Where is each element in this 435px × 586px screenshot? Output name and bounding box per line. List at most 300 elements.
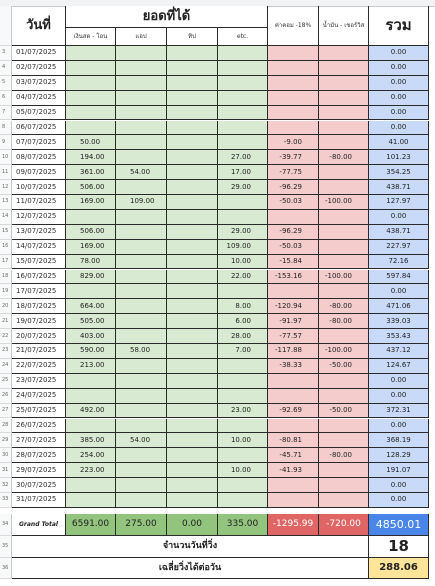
grand-total-cash[interactable]: 6591.00 (66, 514, 116, 536)
date-cell[interactable]: 01/07/2025 (12, 46, 66, 61)
total-cell[interactable]: 0.00 (369, 46, 429, 61)
app-cell[interactable] (116, 46, 167, 61)
tip-cell[interactable] (167, 419, 218, 434)
date-cell[interactable]: 24/07/2025 (12, 389, 66, 404)
app-cell[interactable]: 54.00 (116, 433, 167, 448)
cash-cell[interactable] (66, 284, 116, 299)
summary-days-label[interactable]: จำนวนวันที่วิ่ง (12, 536, 369, 558)
tip-cell[interactable] (167, 493, 218, 508)
cash-cell[interactable] (66, 76, 116, 91)
fuel-cell[interactable] (319, 433, 369, 448)
cash-cell[interactable] (66, 419, 116, 434)
etc-cell[interactable] (218, 76, 268, 91)
cash-cell[interactable] (66, 389, 116, 404)
tip-cell[interactable] (167, 195, 218, 210)
table-row (0, 165, 435, 180)
cash-cell[interactable]: 664.00 (66, 299, 116, 314)
total-cell[interactable]: 0.00 (369, 61, 429, 76)
etc-cell[interactable]: 10.00 (218, 255, 268, 270)
table-row (0, 150, 435, 165)
total-cell[interactable]: 128.29 (369, 448, 429, 463)
fuel-cell[interactable] (319, 165, 369, 180)
header-tip[interactable]: ทิป (167, 28, 218, 46)
commission-cell[interactable] (268, 284, 319, 299)
header-etc[interactable]: etc. (218, 28, 268, 46)
cash-cell[interactable]: 50.00 (66, 135, 116, 150)
etc-cell[interactable]: 109.00 (218, 240, 268, 255)
tip-cell[interactable] (167, 374, 218, 389)
commission-cell[interactable]: -96.29 (268, 180, 319, 195)
app-cell[interactable] (116, 329, 167, 344)
row-number: 14 (0, 210, 12, 225)
fuel-cell[interactable] (319, 225, 369, 240)
row-number: 33 (0, 493, 12, 508)
cash-cell[interactable]: 194.00 (66, 150, 116, 165)
total-cell[interactable]: 354.25 (369, 165, 429, 180)
date-cell[interactable]: 17/07/2025 (12, 284, 66, 299)
etc-cell[interactable] (218, 106, 268, 121)
total-cell[interactable]: 227.97 (369, 240, 429, 255)
commission-cell[interactable]: -50.03 (268, 240, 319, 255)
cash-cell[interactable]: 385.00 (66, 433, 116, 448)
fuel-cell[interactable] (319, 135, 369, 150)
summary-average-value[interactable]: 288.06 (369, 558, 429, 579)
commission-cell[interactable]: -80.81 (268, 433, 319, 448)
commission-cell[interactable]: -117.88 (268, 344, 319, 359)
grand-total-app[interactable]: 275.00 (116, 514, 167, 536)
total-cell[interactable]: 0.00 (369, 91, 429, 106)
etc-cell[interactable] (218, 195, 268, 210)
tip-cell[interactable] (167, 121, 218, 136)
fuel-cell[interactable] (319, 106, 369, 121)
fuel-cell[interactable] (319, 493, 369, 508)
etc-cell[interactable] (218, 61, 268, 76)
table-row (0, 478, 435, 493)
date-cell[interactable]: 21/07/2025 (12, 344, 66, 359)
etc-cell[interactable] (218, 419, 268, 434)
etc-cell[interactable] (218, 121, 268, 136)
date-cell[interactable]: 27/07/2025 (12, 433, 66, 448)
etc-cell[interactable] (218, 374, 268, 389)
app-cell[interactable] (116, 419, 167, 434)
total-cell[interactable]: 437.12 (369, 344, 429, 359)
app-cell[interactable] (116, 463, 167, 478)
app-cell[interactable] (116, 210, 167, 225)
row-number: 35 (0, 536, 12, 558)
cash-cell[interactable]: 169.00 (66, 195, 116, 210)
date-cell[interactable]: 18/07/2025 (12, 299, 66, 314)
total-cell[interactable]: 0.00 (369, 478, 429, 493)
tip-cell[interactable] (167, 150, 218, 165)
fuel-cell[interactable] (319, 61, 369, 76)
grand-total-commission[interactable]: -1295.99 (268, 514, 319, 536)
tip-cell[interactable] (167, 210, 218, 225)
date-cell[interactable]: 06/07/2025 (12, 121, 66, 136)
commission-cell[interactable]: -38.33 (268, 359, 319, 374)
total-cell[interactable]: 101.23 (369, 150, 429, 165)
total-cell[interactable]: 0.00 (369, 374, 429, 389)
date-cell[interactable]: 29/07/2025 (12, 463, 66, 478)
cash-cell[interactable] (66, 91, 116, 106)
row-number: 7 (0, 106, 12, 121)
fuel-cell[interactable] (319, 255, 369, 270)
date-cell[interactable]: 12/07/2025 (12, 210, 66, 225)
app-cell[interactable] (116, 76, 167, 91)
table-row (0, 210, 435, 225)
total-cell[interactable]: 127.97 (369, 195, 429, 210)
tip-cell[interactable] (167, 61, 218, 76)
commission-cell[interactable]: -92.69 (268, 404, 319, 419)
total-cell[interactable]: 0.00 (369, 389, 429, 404)
summary-row-average (0, 558, 435, 579)
date-cell[interactable]: 02/07/2025 (12, 61, 66, 76)
fuel-cell[interactable]: -80.00 (319, 448, 369, 463)
tip-cell[interactable] (167, 91, 218, 106)
app-cell[interactable] (116, 255, 167, 270)
header-fuel[interactable]: น้ำมัน - เชอร์วิส (319, 6, 369, 46)
date-cell[interactable]: 22/07/2025 (12, 359, 66, 374)
total-cell[interactable]: 471.06 (369, 299, 429, 314)
commission-cell[interactable]: -15.84 (268, 255, 319, 270)
header-app[interactable]: แอป (116, 28, 167, 46)
cash-cell[interactable] (66, 374, 116, 389)
app-cell[interactable] (116, 225, 167, 240)
commission-cell[interactable]: -96.29 (268, 225, 319, 240)
fuel-cell[interactable] (319, 284, 369, 299)
tip-cell[interactable] (167, 299, 218, 314)
tip-cell[interactable] (167, 389, 218, 404)
tip-cell[interactable] (167, 240, 218, 255)
cash-cell[interactable]: 492.00 (66, 404, 116, 419)
etc-cell[interactable] (218, 284, 268, 299)
table-row (0, 299, 435, 314)
app-cell[interactable] (116, 121, 167, 136)
fuel-cell[interactable]: -50.00 (319, 404, 369, 419)
row-number: 36 (0, 558, 12, 579)
etc-cell[interactable] (218, 359, 268, 374)
etc-cell[interactable] (218, 91, 268, 106)
tip-cell[interactable] (167, 135, 218, 150)
date-cell[interactable]: 19/07/2025 (12, 314, 66, 329)
commission-cell[interactable] (268, 210, 319, 225)
fuel-cell[interactable]: -100.00 (319, 195, 369, 210)
etc-cell[interactable]: 7.00 (218, 344, 268, 359)
etc-cell[interactable] (218, 493, 268, 508)
date-cell[interactable]: 16/07/2025 (12, 270, 66, 285)
cash-cell[interactable] (66, 210, 116, 225)
cash-cell[interactable]: 505.00 (66, 314, 116, 329)
commission-cell[interactable]: -153.16 (268, 270, 319, 285)
commission-cell[interactable] (268, 106, 319, 121)
cash-cell[interactable] (66, 493, 116, 508)
tip-cell[interactable] (167, 463, 218, 478)
tip-cell[interactable] (167, 478, 218, 493)
app-cell[interactable] (116, 448, 167, 463)
etc-cell[interactable] (218, 210, 268, 225)
total-cell[interactable]: 368.19 (369, 433, 429, 448)
row-number: 13 (0, 195, 12, 210)
total-cell[interactable]: 0.00 (369, 419, 429, 434)
tip-cell[interactable] (167, 225, 218, 240)
date-cell[interactable]: 04/07/2025 (12, 91, 66, 106)
row-number: 30 (0, 448, 12, 463)
header-date[interactable]: วันที่ (12, 6, 66, 46)
fuel-cell[interactable]: -50.00 (319, 359, 369, 374)
table-row (0, 46, 435, 61)
cash-cell[interactable]: 169.00 (66, 240, 116, 255)
date-cell[interactable]: 13/07/2025 (12, 225, 66, 240)
header-commission[interactable]: ค่าคอม -18% (268, 6, 319, 46)
date-cell[interactable]: 10/07/2025 (12, 180, 66, 195)
fuel-cell[interactable] (319, 419, 369, 434)
cash-cell[interactable] (66, 106, 116, 121)
row-number: 20 (0, 299, 12, 314)
app-cell[interactable] (116, 240, 167, 255)
commission-cell[interactable] (268, 76, 319, 91)
tip-cell[interactable] (167, 270, 218, 285)
table-row (0, 419, 435, 434)
tip-cell[interactable] (167, 448, 218, 463)
fuel-cell[interactable] (319, 389, 369, 404)
fuel-cell[interactable]: -80.00 (319, 314, 369, 329)
date-cell[interactable]: 14/07/2025 (12, 240, 66, 255)
row-number: 15 (0, 225, 12, 240)
cash-cell[interactable]: 78.00 (66, 255, 116, 270)
fuel-cell[interactable]: -100.00 (319, 344, 369, 359)
tip-cell[interactable] (167, 404, 218, 419)
commission-cell[interactable] (268, 61, 319, 76)
app-cell[interactable] (116, 284, 167, 299)
app-cell[interactable] (116, 270, 167, 285)
commission-cell[interactable] (268, 121, 319, 136)
date-cell[interactable]: 25/07/2025 (12, 404, 66, 419)
fuel-cell[interactable] (319, 478, 369, 493)
commission-cell[interactable] (268, 389, 319, 404)
total-cell[interactable]: 0.00 (369, 76, 429, 91)
cash-cell[interactable]: 506.00 (66, 225, 116, 240)
date-cell[interactable]: 15/07/2025 (12, 255, 66, 270)
fuel-cell[interactable] (319, 180, 369, 195)
cash-cell[interactable]: 361.00 (66, 165, 116, 180)
app-cell[interactable] (116, 91, 167, 106)
app-cell[interactable] (116, 478, 167, 493)
row-number: 17 (0, 255, 12, 270)
commission-cell[interactable] (268, 374, 319, 389)
summary-row-days (0, 536, 435, 558)
date-cell[interactable]: 26/07/2025 (12, 419, 66, 434)
commission-cell[interactable]: -45.71 (268, 448, 319, 463)
tip-cell[interactable] (167, 255, 218, 270)
etc-cell[interactable]: 10.00 (218, 433, 268, 448)
etc-cell[interactable]: 17.00 (218, 165, 268, 180)
commission-cell[interactable]: -77.75 (268, 165, 319, 180)
row-number: 19 (0, 284, 12, 299)
fuel-cell[interactable] (319, 46, 369, 61)
cash-cell[interactable]: 506.00 (66, 180, 116, 195)
etc-cell[interactable] (218, 448, 268, 463)
etc-cell[interactable] (218, 46, 268, 61)
total-cell[interactable]: 0.00 (369, 284, 429, 299)
total-cell[interactable]: 0.00 (369, 106, 429, 121)
etc-cell[interactable]: 22.00 (218, 270, 268, 285)
commission-cell[interactable]: -50.03 (268, 195, 319, 210)
total-cell[interactable]: 0.00 (369, 493, 429, 508)
total-cell[interactable]: 353.43 (369, 329, 429, 344)
cash-cell[interactable]: 590.00 (66, 344, 116, 359)
date-cell[interactable]: 23/07/2025 (12, 374, 66, 389)
fuel-cell[interactable] (319, 329, 369, 344)
etc-cell[interactable] (218, 135, 268, 150)
app-cell[interactable] (116, 389, 167, 404)
cash-cell[interactable] (66, 61, 116, 76)
row-number: 24 (0, 359, 12, 374)
app-cell[interactable] (116, 359, 167, 374)
row-number: 12 (0, 180, 12, 195)
date-cell[interactable]: 05/07/2025 (12, 106, 66, 121)
date-cell[interactable]: 07/07/2025 (12, 135, 66, 150)
fuel-cell[interactable]: -80.00 (319, 299, 369, 314)
app-cell[interactable] (116, 150, 167, 165)
fuel-cell[interactable] (319, 121, 369, 136)
commission-cell[interactable] (268, 478, 319, 493)
app-cell[interactable] (116, 61, 167, 76)
grand-total-fuel[interactable]: -720.00 (319, 514, 369, 536)
date-cell[interactable]: 09/07/2025 (12, 165, 66, 180)
row-number-1-2 (0, 6, 12, 46)
cash-cell[interactable] (66, 121, 116, 136)
commission-cell[interactable] (268, 419, 319, 434)
date-cell[interactable]: 30/07/2025 (12, 478, 66, 493)
etc-cell[interactable]: 6.00 (218, 314, 268, 329)
app-cell[interactable] (116, 493, 167, 508)
row-number: 4 (0, 61, 12, 76)
total-cell[interactable]: 339.03 (369, 314, 429, 329)
total-cell[interactable]: 597.84 (369, 270, 429, 285)
etc-cell[interactable]: 23.00 (218, 404, 268, 419)
app-cell[interactable]: 54.00 (116, 165, 167, 180)
etc-cell[interactable]: 10.00 (218, 463, 268, 478)
cash-cell[interactable]: 254.00 (66, 448, 116, 463)
total-cell[interactable]: 438.71 (369, 225, 429, 240)
cash-cell[interactable]: 829.00 (66, 270, 116, 285)
tip-cell[interactable] (167, 180, 218, 195)
summary-days-value[interactable]: 18 (369, 536, 429, 558)
etc-cell[interactable]: 8.00 (218, 299, 268, 314)
table-row (0, 270, 435, 285)
total-cell[interactable]: 438.71 (369, 180, 429, 195)
row-number: 9 (0, 135, 12, 150)
commission-cell[interactable]: -120.94 (268, 299, 319, 314)
app-cell[interactable]: 109.00 (116, 195, 167, 210)
tip-cell[interactable] (167, 359, 218, 374)
app-cell[interactable] (116, 135, 167, 150)
tip-cell[interactable] (167, 314, 218, 329)
date-cell[interactable]: 11/07/2025 (12, 195, 66, 210)
fuel-cell[interactable]: -80.00 (319, 150, 369, 165)
total-cell[interactable]: 0.00 (369, 210, 429, 225)
total-cell[interactable]: 72.16 (369, 255, 429, 270)
app-cell[interactable]: 58.00 (116, 344, 167, 359)
header-income-group[interactable]: ยอดที่ได้ (66, 6, 268, 28)
app-cell[interactable] (116, 404, 167, 419)
fuel-cell[interactable] (319, 210, 369, 225)
tip-cell[interactable] (167, 284, 218, 299)
tip-cell[interactable] (167, 433, 218, 448)
etc-cell[interactable]: 28.00 (218, 329, 268, 344)
fuel-cell[interactable] (319, 463, 369, 478)
app-cell[interactable] (116, 106, 167, 121)
row-number: 10 (0, 150, 12, 165)
commission-cell[interactable]: -77.57 (268, 329, 319, 344)
table-row (0, 493, 435, 508)
cash-cell[interactable]: 223.00 (66, 463, 116, 478)
summary-average-label[interactable]: เฉลี่ยวิ่งได้ต่อวัน (12, 558, 369, 579)
tip-cell[interactable] (167, 344, 218, 359)
tip-cell[interactable] (167, 76, 218, 91)
cash-cell[interactable] (66, 46, 116, 61)
commission-cell[interactable]: -91.97 (268, 314, 319, 329)
commission-cell[interactable]: -9.00 (268, 135, 319, 150)
total-cell[interactable]: 41.00 (369, 135, 429, 150)
etc-cell[interactable] (218, 478, 268, 493)
etc-cell[interactable]: 29.00 (218, 180, 268, 195)
date-cell[interactable]: 08/07/2025 (12, 150, 66, 165)
cash-cell[interactable]: 403.00 (66, 329, 116, 344)
app-cell[interactable] (116, 314, 167, 329)
header-total[interactable]: รวม (369, 6, 429, 46)
tip-cell[interactable] (167, 106, 218, 121)
header-cash[interactable]: เงินสด - โอน (66, 28, 116, 46)
total-cell[interactable]: 124.67 (369, 359, 429, 374)
etc-cell[interactable]: 29.00 (218, 225, 268, 240)
tip-cell[interactable] (167, 165, 218, 180)
app-cell[interactable] (116, 299, 167, 314)
commission-cell[interactable]: -41.93 (268, 463, 319, 478)
commission-cell[interactable]: -39.77 (268, 150, 319, 165)
total-cell[interactable]: 191.07 (369, 463, 429, 478)
fuel-cell[interactable]: -100.00 (319, 270, 369, 285)
commission-cell[interactable] (268, 91, 319, 106)
app-cell[interactable] (116, 180, 167, 195)
grand-total-tip[interactable]: 0.00 (167, 514, 218, 536)
date-cell[interactable]: 03/07/2025 (12, 76, 66, 91)
fuel-cell[interactable] (319, 91, 369, 106)
row-number: 29 (0, 433, 12, 448)
tip-cell[interactable] (167, 46, 218, 61)
cash-cell[interactable]: 213.00 (66, 359, 116, 374)
etc-cell[interactable]: 27.00 (218, 150, 268, 165)
tip-cell[interactable] (167, 329, 218, 344)
commission-cell[interactable] (268, 46, 319, 61)
date-cell[interactable]: 20/07/2025 (12, 329, 66, 344)
total-cell[interactable]: 372.31 (369, 404, 429, 419)
grand-total-label[interactable]: Grand Total (12, 514, 66, 536)
grand-total-sum[interactable]: 4850.01 (369, 514, 429, 536)
table-row (0, 255, 435, 270)
fuel-cell[interactable] (319, 76, 369, 91)
fuel-cell[interactable] (319, 374, 369, 389)
fuel-cell[interactable] (319, 240, 369, 255)
app-cell[interactable] (116, 374, 167, 389)
row-number: 34 (0, 514, 12, 536)
date-cell[interactable]: 31/07/2025 (12, 493, 66, 508)
cash-cell[interactable] (66, 478, 116, 493)
date-cell[interactable]: 28/07/2025 (12, 448, 66, 463)
grand-total-etc[interactable]: 335.00 (218, 514, 268, 536)
total-cell[interactable]: 0.00 (369, 121, 429, 136)
commission-cell[interactable] (268, 493, 319, 508)
etc-cell[interactable] (218, 389, 268, 404)
